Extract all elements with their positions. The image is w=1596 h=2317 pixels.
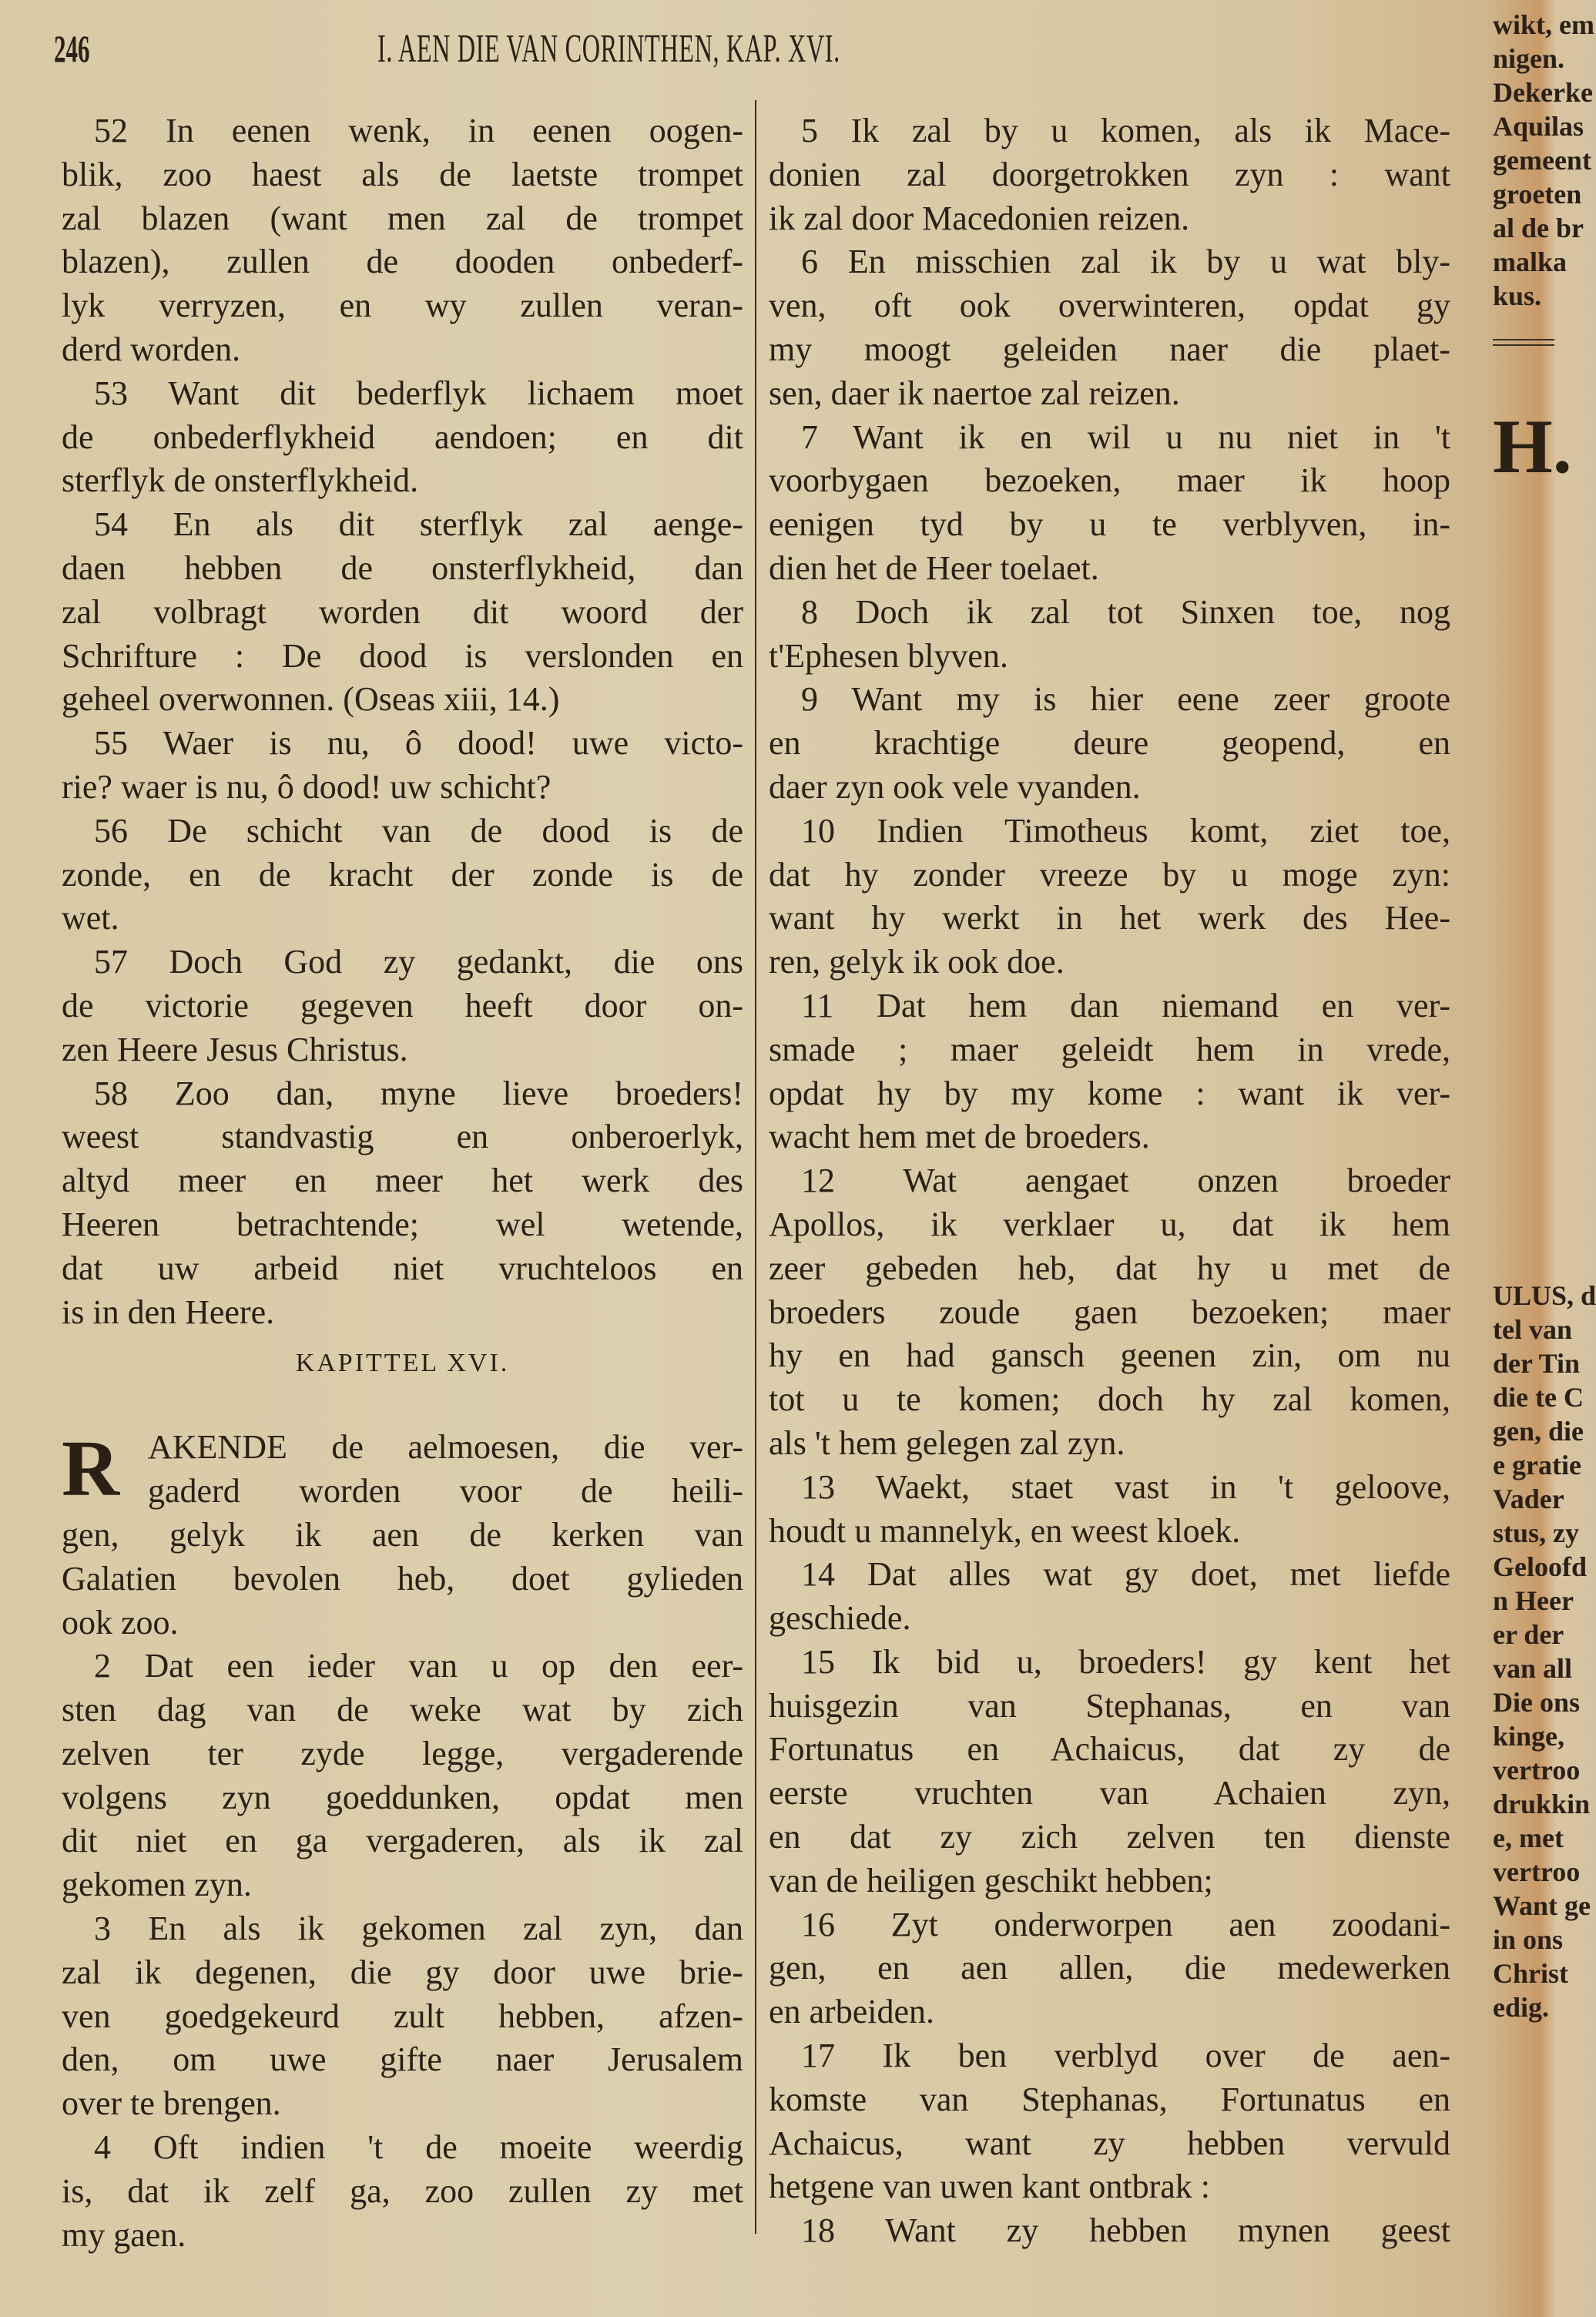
- text-line: 56 De schicht van de dood is de: [94, 811, 743, 850]
- text-line: Galatien bevolen heb, doet gylieden: [62, 1559, 743, 1598]
- fragment-line: stus, zy: [1493, 1517, 1580, 1548]
- fragment-line: kus.: [1493, 280, 1542, 311]
- verse-paragraph: [62, 1645, 743, 1907]
- text-line: 2 Dat een ieder van u op den eer-: [94, 1647, 743, 1685]
- fragment-line: malka: [1493, 246, 1568, 277]
- text-line: daen hebben de onsterflykheid, dan: [62, 548, 743, 587]
- fragment-line: er der: [1493, 1619, 1564, 1650]
- fragment-line: Die ons: [1493, 1687, 1581, 1718]
- text-line: de onbederflykheid aendoen; en dit: [62, 417, 743, 456]
- verse-paragraph: [769, 810, 1450, 984]
- text-line: gen, gelyk ik aen de kerken van: [62, 1515, 743, 1554]
- verse-paragraph: [769, 678, 1450, 809]
- fragment-line: Geloofd: [1493, 1551, 1587, 1582]
- verse-paragraph: [62, 1072, 743, 1335]
- text-line: derd worden.: [62, 330, 241, 368]
- text-line: sten dag van de weke wat by zich: [62, 1691, 743, 1729]
- fragment-line: drukkin: [1493, 1789, 1591, 1819]
- text-line: daer zyn ook vele vyanden.: [769, 767, 1141, 806]
- text-line: gekomen zyn.: [62, 1866, 252, 1904]
- text-line: ik zal door Macedonien reizen.: [769, 199, 1190, 237]
- text-line: 16 Zyt onderworpen aen zoodani-: [801, 1905, 1450, 1943]
- verse-paragraph: [62, 810, 743, 941]
- adjacent-big-letter: H.: [1493, 404, 1572, 489]
- verse-paragraph: [62, 503, 743, 722]
- verse-paragraph: [769, 591, 1450, 679]
- text-line: 13 Waekt, staet vast in 't geloove,: [801, 1467, 1450, 1506]
- text-line: 9 Want my is hier eene zeer groote: [801, 680, 1450, 719]
- text-line: Schrifture : De dood is verslonden en: [62, 636, 743, 675]
- fragment-line: die te C: [1493, 1382, 1584, 1413]
- fragment-line: groeten: [1493, 179, 1582, 210]
- text-line: donien zal doorgetrokken zyn : want: [769, 155, 1450, 193]
- text-line: eenigen tyd by u te verblyven, in-: [769, 505, 1450, 544]
- text-line: 3 En als ik gekomen zal zyn, dan: [94, 1910, 743, 1948]
- text-line: de victorie gegeven heeft door on-: [62, 986, 743, 1024]
- text-line: blazen), zullen de dooden onbederf-: [62, 243, 743, 281]
- text-line: den, om uwe gifte naer Jerusalem: [62, 2040, 743, 2079]
- text-line: Fortunatus en Achaicus, dat zy de: [769, 1730, 1450, 1769]
- text-line: huisgezin van Stephanas, en van: [769, 1686, 1450, 1725]
- column-divider: [755, 100, 756, 2234]
- text-line: Achaicus, want zy hebben vervuld: [769, 2124, 1450, 2162]
- text-line: 18 Want zy hebben mynen geest: [801, 2211, 1450, 2250]
- text-line: lyk verryzen, en wy zullen veran-: [62, 287, 743, 325]
- verse-paragraph: [769, 1903, 1450, 2034]
- text-line: wacht hem met de broeders.: [769, 1118, 1150, 1156]
- text-line: en arbeiden.: [769, 1993, 934, 2031]
- rule-divider: [1493, 339, 1554, 346]
- fragment-line: Want ge: [1493, 1890, 1591, 1921]
- text-line: en krachtige deure geopend, en: [769, 724, 1450, 763]
- fragment-line: ULUS, d: [1493, 1280, 1596, 1311]
- right-column: [769, 109, 1450, 2253]
- text-line: altyd meer en meer het werk des: [62, 1162, 743, 1200]
- text-line: 8 Doch ik zal tot Sinxen toe, nog: [801, 592, 1450, 631]
- text-line: Heeren betrachtende; wel wetende,: [62, 1205, 743, 1243]
- text-line: gaderd worden voor de heili-: [148, 1472, 743, 1511]
- text-line: geheel overwonnen. (Oseas xiii, 14.): [62, 680, 560, 719]
- verse-paragraph: [769, 240, 1450, 415]
- verse-paragraph: [769, 1466, 1450, 1554]
- fragment-line: gemeent: [1493, 145, 1591, 176]
- text-line: smade ; maer geleidt hem in vrede,: [769, 1030, 1450, 1068]
- text-line: gen, en aen allen, die medewerken: [769, 1949, 1450, 1987]
- left-column: [62, 109, 743, 2257]
- drop-cap: R: [62, 1424, 120, 1514]
- fragment-line: al de br: [1493, 213, 1584, 243]
- text-line: 52 In eenen wenk, in eenen oogen-: [94, 112, 743, 149]
- fragment-line: Christ: [1493, 1958, 1568, 1989]
- fragment-line: kinge,: [1493, 1721, 1565, 1752]
- text-line: en dat zy zich zelven ten dienste: [769, 1818, 1450, 1856]
- verse-paragraph: [769, 984, 1450, 1159]
- text-line: zonde, en de kracht der zonde is de: [62, 855, 743, 894]
- fragment-line: n Heer: [1493, 1585, 1574, 1616]
- text-line: weest standvastig en onberoerlyk,: [62, 1118, 743, 1156]
- text-line: sen, daer ik naertoe zal reizen.: [769, 374, 1180, 412]
- text-line: zeer gebeden heb, dat hy u met de: [769, 1249, 1450, 1287]
- text-line: houdt u mannelyk, en weest kloek.: [769, 1511, 1241, 1550]
- verse-paragraph: [769, 2034, 1450, 2209]
- verse-paragraph: [769, 109, 1450, 240]
- text-line: dat hy zonder vreeze by u moge zyn:: [769, 855, 1450, 894]
- text-line: 6 En misschien zal ik by u wat bly-: [801, 243, 1450, 281]
- chapter-heading: KAPITTEL XVI.: [295, 1349, 510, 1378]
- text-line: 54 En als dit sterflyk zal aenge-: [94, 505, 743, 544]
- fragment-line: tel van: [1493, 1314, 1572, 1345]
- text-line: eerste vruchten van Achaien zyn,: [769, 1774, 1450, 1812]
- text-line: van de heiligen geschikt hebben;: [769, 1861, 1213, 1900]
- text-line: dat uw arbeid niet vruchteloos en: [62, 1249, 743, 1287]
- text-line: geschiede.: [769, 1599, 911, 1638]
- fragment-line: der Tin: [1493, 1348, 1581, 1379]
- verse-paragraph: [62, 2126, 743, 2257]
- verse-paragraph: [62, 941, 743, 1071]
- text-line: 4 Oft indien 't de moeite weerdig: [94, 2128, 743, 2167]
- text-line: ook zoo.: [62, 1603, 179, 1641]
- text-line: 17 Ik ben verblyd over de aen-: [801, 2037, 1450, 2075]
- text-line: blik, zoo haest als de laetste trompet: [62, 155, 743, 193]
- fragment-line: Vader: [1493, 1484, 1564, 1514]
- text-line: wet.: [62, 899, 119, 937]
- verse-paragraph: [769, 1553, 1450, 1641]
- text-line: ven, oft ook overwinteren, opdat gy: [769, 287, 1450, 325]
- fragment-line: van all: [1493, 1653, 1573, 1684]
- text-line: 53 Want dit bederflyk lichaem moet: [94, 374, 743, 412]
- fragment-line: Aquilas: [1493, 111, 1584, 142]
- text-line: t'Ephesen blyven.: [769, 636, 1008, 675]
- text-line: hy en had gansch geenen zin, om nu: [769, 1336, 1450, 1375]
- verse-paragraph: [769, 416, 1450, 591]
- fragment-line: e, met: [1493, 1822, 1564, 1853]
- text-line: volgens zyn goeddunken, opdat men: [62, 1778, 743, 1816]
- verse-paragraph: [769, 1641, 1450, 1903]
- running-header: [54, 26, 1456, 88]
- text-line: is, dat ik zelf ga, zoo zullen zy met: [62, 2171, 743, 2210]
- fragment-line: nigen.: [1493, 43, 1565, 74]
- text-line: sterflyk de onsterflykheid.: [62, 461, 419, 500]
- text-line: want hy werkt in het werk des Hee-: [769, 899, 1450, 937]
- fragment-line: vertroo: [1493, 1755, 1581, 1786]
- text-line: Apollos, ik verklaer u, dat ik hem: [769, 1205, 1450, 1243]
- text-line: AKENDE de aelmoesen, die ver-: [148, 1428, 743, 1467]
- fragment-line: in ons: [1493, 1924, 1564, 1955]
- verse-paragraph: [62, 372, 743, 503]
- text-line: dien het de Heer toelaet.: [769, 548, 1099, 587]
- text-line: my gaen.: [62, 2215, 186, 2254]
- verse-paragraph: [62, 722, 743, 810]
- text-line: hetgene van uwen kant ontbrak :: [769, 2168, 1211, 2206]
- verse-paragraph: [62, 1907, 743, 2126]
- text-line: tot u te komen; doch hy zal komen,: [769, 1380, 1450, 1419]
- fragment-line: gen, die: [1493, 1416, 1584, 1447]
- text-line: 15 Ik bid u, broeders! gy kent het: [801, 1642, 1450, 1681]
- verse-paragraph: [62, 1426, 743, 1645]
- text-line: zal volbragt worden dit woord der: [62, 592, 743, 631]
- text-line: 55 Waer is nu, ô dood! uwe victo-: [94, 724, 743, 763]
- running-title: I. AEN DIE VAN CORINTHEN, KAP. XVI.: [377, 27, 840, 71]
- text-line: broeders zoude gaen bezoeken; maer: [769, 1293, 1450, 1331]
- text-line: voorbygaen bezoeken, maer ik hoop: [769, 461, 1450, 500]
- fragment-line: edig.: [1493, 1992, 1550, 2023]
- text-line: 10 Indien Timotheus komt, ziet toe,: [801, 811, 1450, 850]
- text-line: komste van Stephanas, Fortunatus en: [769, 2080, 1450, 2118]
- text-line: over te brengen.: [62, 2084, 281, 2123]
- fragment-line: vertroo: [1493, 1856, 1581, 1887]
- verse-paragraph: [769, 2209, 1450, 2253]
- text-line: rie? waer is nu, ô dood! uw schicht?: [62, 767, 552, 806]
- fragment-line: e gratie: [1493, 1450, 1581, 1480]
- text-line: als 't hem gelegen zal zyn.: [769, 1423, 1125, 1462]
- verse-paragraph: [769, 1159, 1450, 1466]
- text-line: 11 Dat hem dan niemand en ver-: [801, 986, 1450, 1024]
- text-line: zal ik degenen, die gy door uwe brie-: [62, 1953, 743, 1991]
- text-line: 14 Dat alles wat gy doet, met liefde: [801, 1555, 1450, 1594]
- text-line: my moogt geleiden naer die plaet-: [769, 330, 1450, 368]
- text-line: zal blazen (want men zal de trompet: [62, 199, 743, 237]
- text-line: 57 Doch God zy gedankt, die ons: [94, 943, 743, 981]
- fragment-line: wikt, em: [1493, 9, 1594, 40]
- page-number: 246: [54, 27, 90, 70]
- adjacent-page-fragment: [1493, 0, 1596, 2317]
- text-line: dit niet en ga vergaderen, als ik zal: [62, 1822, 743, 1860]
- text-line: 7 Want ik en wil u nu niet in 't: [801, 417, 1450, 456]
- fragment-line: Dekerke: [1493, 77, 1593, 108]
- text-line: 58 Zoo dan, myne lieve broeders!: [94, 1074, 743, 1112]
- text-line: 12 Wat aengaet onzen broeder: [801, 1162, 1450, 1200]
- text-line: opdat hy by my kome : want ik ver-: [769, 1074, 1450, 1112]
- verse-paragraph: [62, 109, 743, 372]
- text-line: 5 Ik zal by u komen, als ik Mace-: [801, 112, 1450, 149]
- text-line: is in den Heere.: [62, 1293, 275, 1331]
- text-line: zelven ter zyde legge, vergaderende: [62, 1734, 743, 1772]
- text-line: ren, gelyk ik ook doe.: [769, 943, 1065, 981]
- text-line: ven goedgekeurd zult hebben, afzen-: [62, 1997, 743, 2035]
- text-line: zen Heere Jesus Christus.: [62, 1030, 408, 1068]
